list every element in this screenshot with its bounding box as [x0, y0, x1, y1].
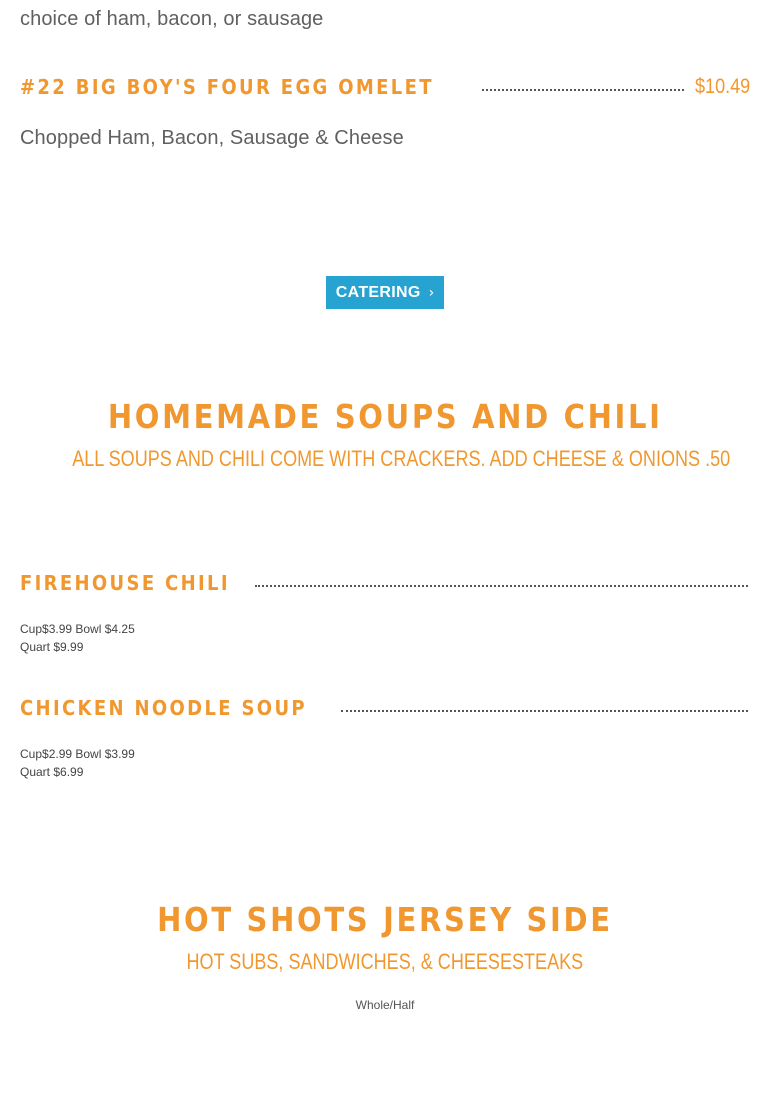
section-title-soups: HOMEMADE SOUPS AND CHILI: [107, 397, 663, 436]
section-title-jersey: HOT SHOTS JERSEY SIDE: [157, 900, 613, 939]
price-line: Cup$3.99 Bowl $4.25: [20, 622, 135, 636]
menu-item-description: Chopped Ham, Bacon, Sausage & Cheese: [20, 127, 404, 149]
price-line: Quart $9.99: [20, 640, 84, 654]
dotted-leader: [341, 710, 748, 712]
price-line: Quart $6.99: [20, 765, 84, 779]
price-line: Cup$2.99 Bowl $3.99: [20, 747, 135, 761]
menu-item-name: FIREHOUSE CHILI: [20, 571, 230, 595]
catering-button[interactable]: [326, 276, 444, 309]
catering-button-label: CATERING: [335, 283, 421, 301]
item-description: choice of ham, bacon, or sausage: [20, 8, 324, 30]
size-note: Whole/Half: [355, 998, 415, 1012]
section-subtitle-soups: ALL SOUPS AND CHILI COME WITH CRACKERS. ADD CHEESE & ONIONS .50: [72, 446, 731, 471]
menu-item-name: CHICKEN NOODLE SOUP: [20, 696, 307, 720]
menu-item-chicken-noodle-soup: [20, 698, 750, 718]
dotted-leader: [482, 89, 684, 91]
menu-item-price: $10.49: [694, 75, 750, 98]
menu-item-prices: [20, 620, 135, 656]
section-subtitle-jersey: HOT SUBS, SANDWICHES, & CHEESESTEAKS: [186, 949, 584, 974]
menu-item-22: [20, 76, 750, 97]
menu-item-prices: [20, 745, 135, 781]
menu-item-name: #22 BIG BOY'S FOUR EGG OMELET: [20, 75, 434, 99]
menu-item-firehouse-chili: [20, 573, 750, 593]
chevron-right-icon: ›: [428, 284, 435, 301]
dotted-leader: [255, 585, 748, 587]
